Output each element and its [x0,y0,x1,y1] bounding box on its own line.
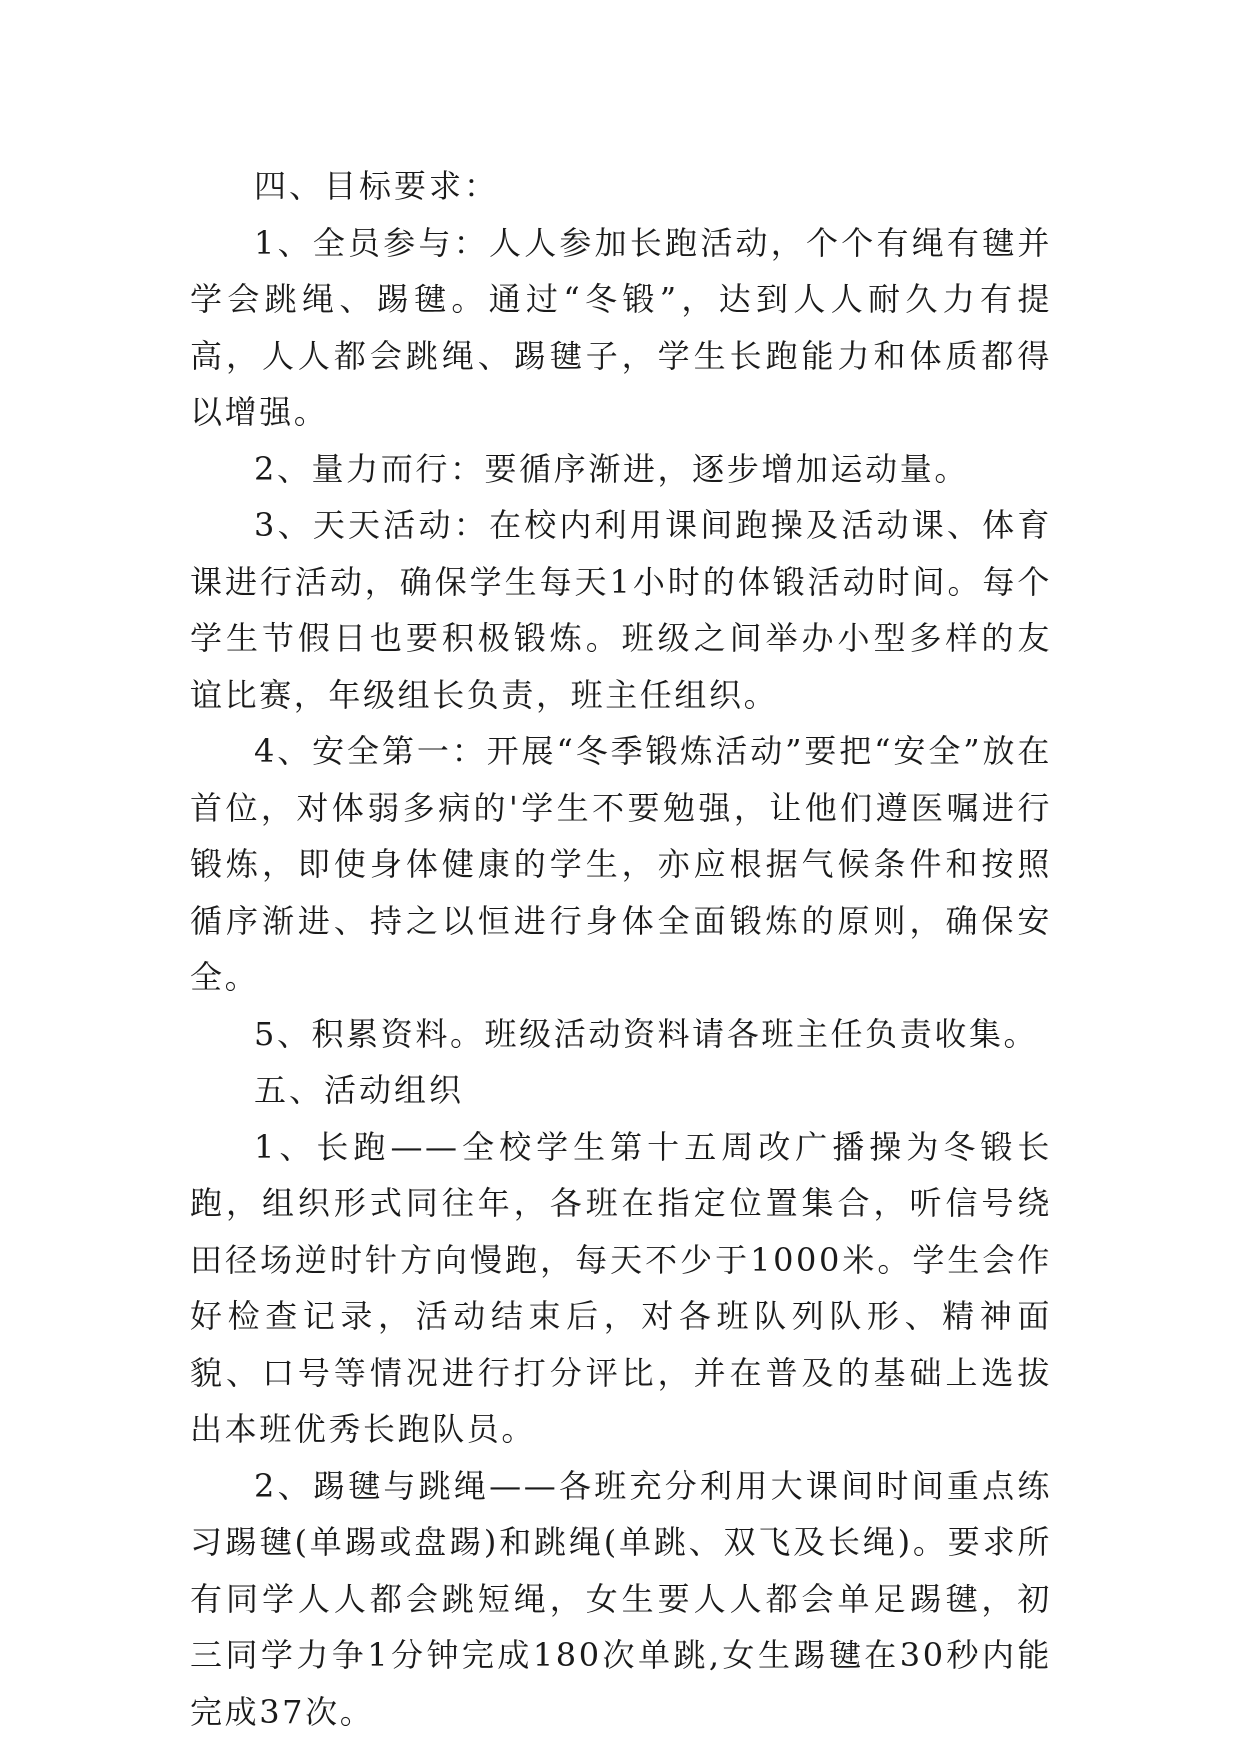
paragraph-full-participation: 1、全员参与：人人参加长跑活动，个个有绳有毽并学会跳绳、踢毽。通过“冬锻”，达到人人耐久力有提高，人人都会跳绳、踢毽子，学生长跑能力和体质都得以增强。 [190,223,1052,431]
document-page [190,158,1052,1740]
paragraph-daily-activity: 3、天天活动：在校内利用课间跑操及活动课、体育课进行活动，确保学生每天1小时的体锻活动时间。每个学生节假日也要积极锻炼。班级之间举办小型多样的友谊比赛，年级组长负责，班主任组织。 [190,506,1052,714]
paragraph-shuttlecock-and-rope: 2、踢毽与跳绳——各班充分利用大课间时间重点练习踢毽(单踢或盘踢)和跳绳(单跳、双飞及长绳)。要求所有同学人人都会跳短绳，女生要人人都会单足踢毽，初三同学力争1分钟完成180次单跳,女生踢毽在30秒内能完成37次。 [190,1466,1052,1731]
paragraph-safety-first: 4、安全第一：开展“冬季锻炼活动”要把“安全”放在首位，对体弱多病的'学生不要勉强，让他们遵医嘱进行锻炼，即使身体健康的学生，亦应根据气候条件和按照循序渐进、持之以恒进行身体全面锻炼的原则，确保安全。 [190,732,1052,996]
section-heading-organization: 五、活动组织 [254,1071,465,1109]
paragraph-long-distance-running: 1、长跑——全校学生第十五周改广播操为冬锻长跑，组织形式同往年，各班在指定位置集合，听信号绕田径场逆时针方向慢跑，每天不少于1000米。学生会作好检查记录，活动结束后，对各班队列队形、精神面貌、口号等情况进行打分评比，并在普及的基础上选拔出本班优秀长跑队员。 [190,1127,1052,1448]
section-heading-goals: 四、目标要求： [254,167,500,205]
paragraph-accumulate-materials: 5、积累资料。班级活动资料请各班主任负责收集。 [254,1014,1039,1053]
paragraph-moderate-pace: 2、量力而行：要循序渐进，逐步增加运动量。 [254,449,969,488]
